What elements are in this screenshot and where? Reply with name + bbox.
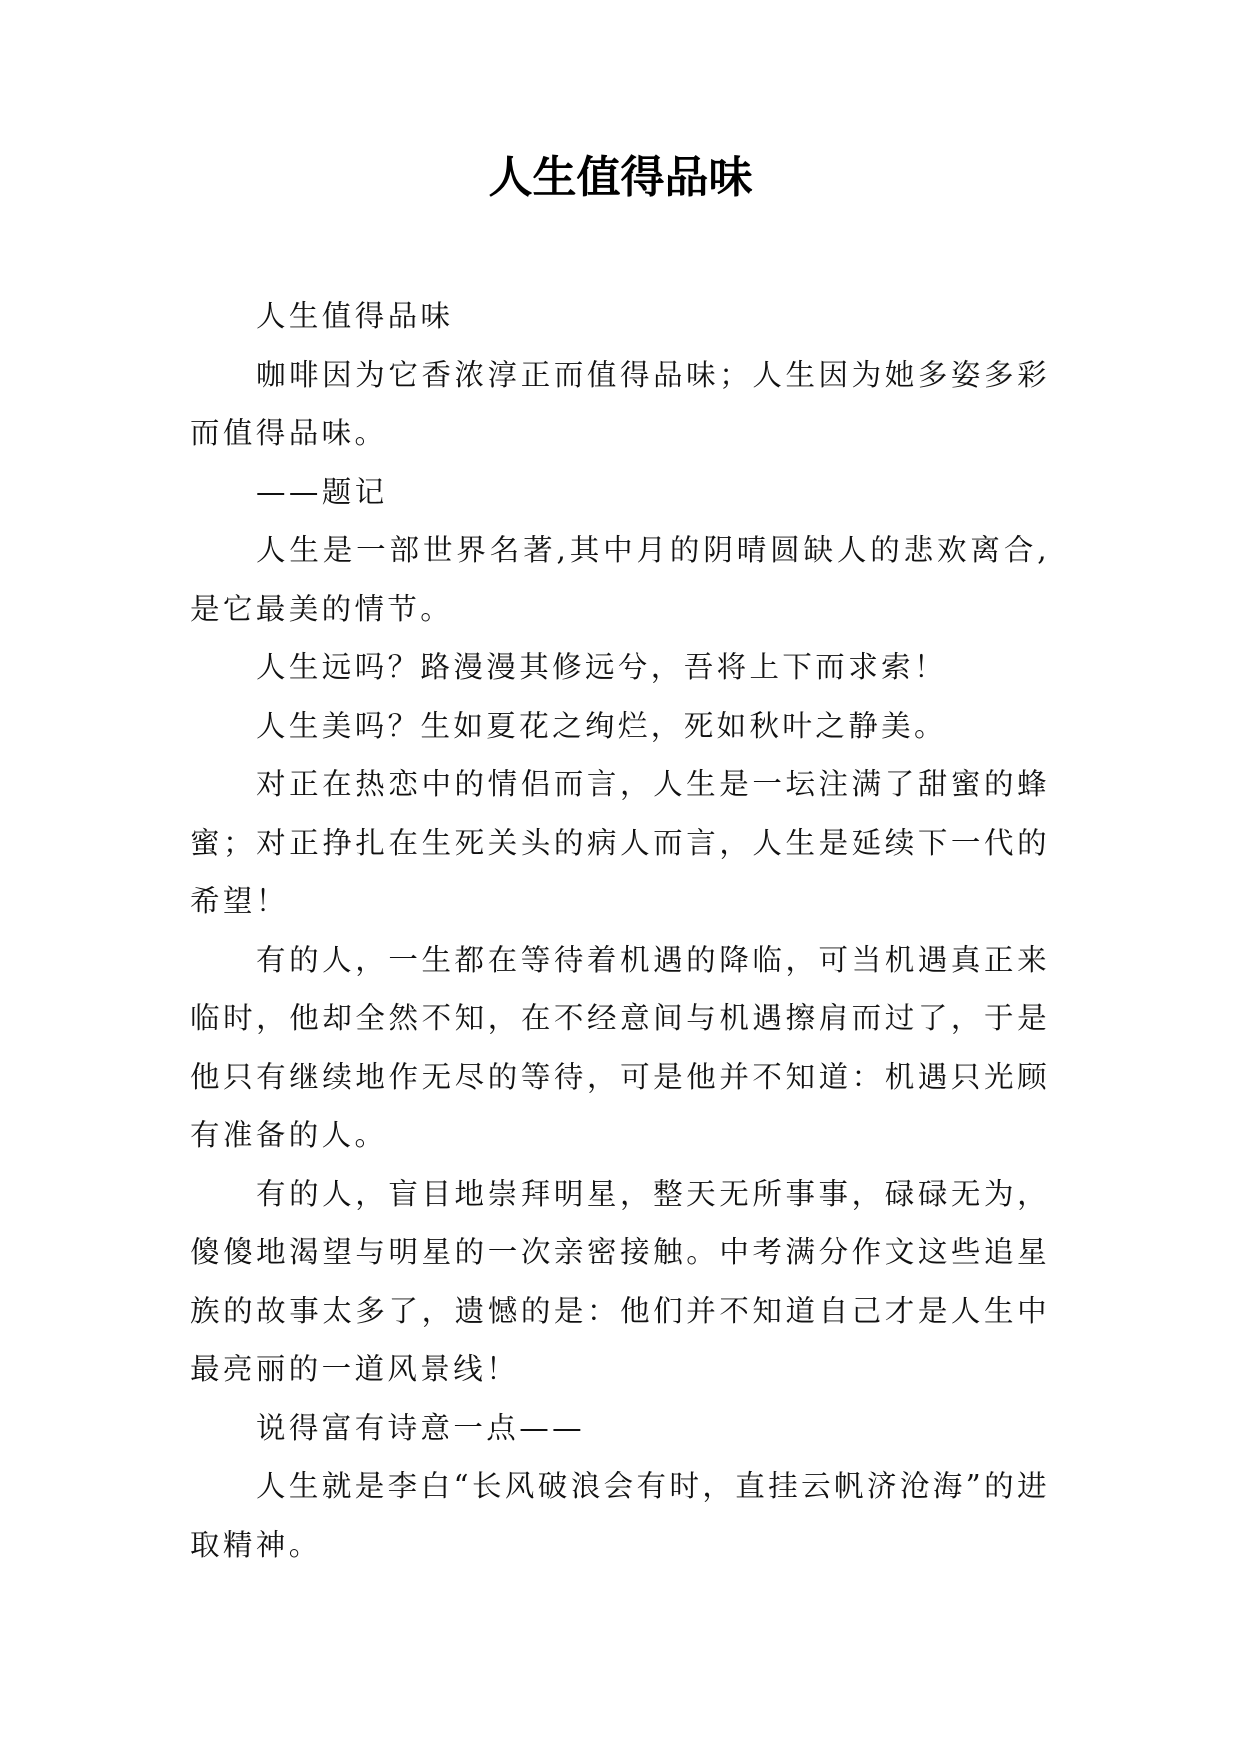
paragraph-poetic: 说得富有诗意一点—— — [256, 1410, 586, 1445]
paragraph-li-bai: 人生就是李白“长风破浪会有时，直挂云帆济沧海”的进取精神。 — [190, 1469, 1050, 1562]
paragraph-opportunity: 有的人，一生都在等待着机遇的降临，可当机遇真正来临时，他却全然不知，在不经意间与机遇擦肩而过了，于是他只有继续地作无尽的等待，可是他并不知道：机遇只光顾有准备的人。 — [190, 942, 1050, 1152]
document-body — [190, 287, 1050, 1574]
paragraph-coffee: 咖啡因为它香浓淳正而值得品味；人生因为她多姿多彩而值得品味。 — [190, 357, 1050, 450]
paragraph-lovers: 对正在热恋中的情侣而言，人生是一坛注满了甜蜜的蜂蜜；对正挣扎在生死关头的病人而言，人生是延续下一代的希望！ — [190, 767, 1050, 918]
page-title: 人生值得品味 — [488, 152, 753, 203]
paragraph-masterpiece: 人生是一部世界名著,其中月的阴晴圆缺人的悲欢离合,是它最美的情节。 — [190, 533, 1050, 626]
paragraph-beautiful: 人生美吗？生如夏花之绚烂，死如秋叶之静美。 — [256, 708, 947, 743]
paragraph-stars: 有的人，盲目地崇拜明星，整天无所事事，碌碌无为，傻傻地渴望与明星的一次亲密接触。中考满分作文这些追星族的故事太多了，遗憾的是：他们并不知道自己才是人生中最亮丽的一道风景线！ — [190, 1176, 1050, 1386]
paragraph-far: 人生远吗？路漫漫其修远兮，吾将上下而求索！ — [256, 650, 947, 684]
paragraph-epigraph: ——题记 — [256, 474, 388, 509]
paragraph-subtitle: 人生值得品味 — [256, 299, 454, 333]
